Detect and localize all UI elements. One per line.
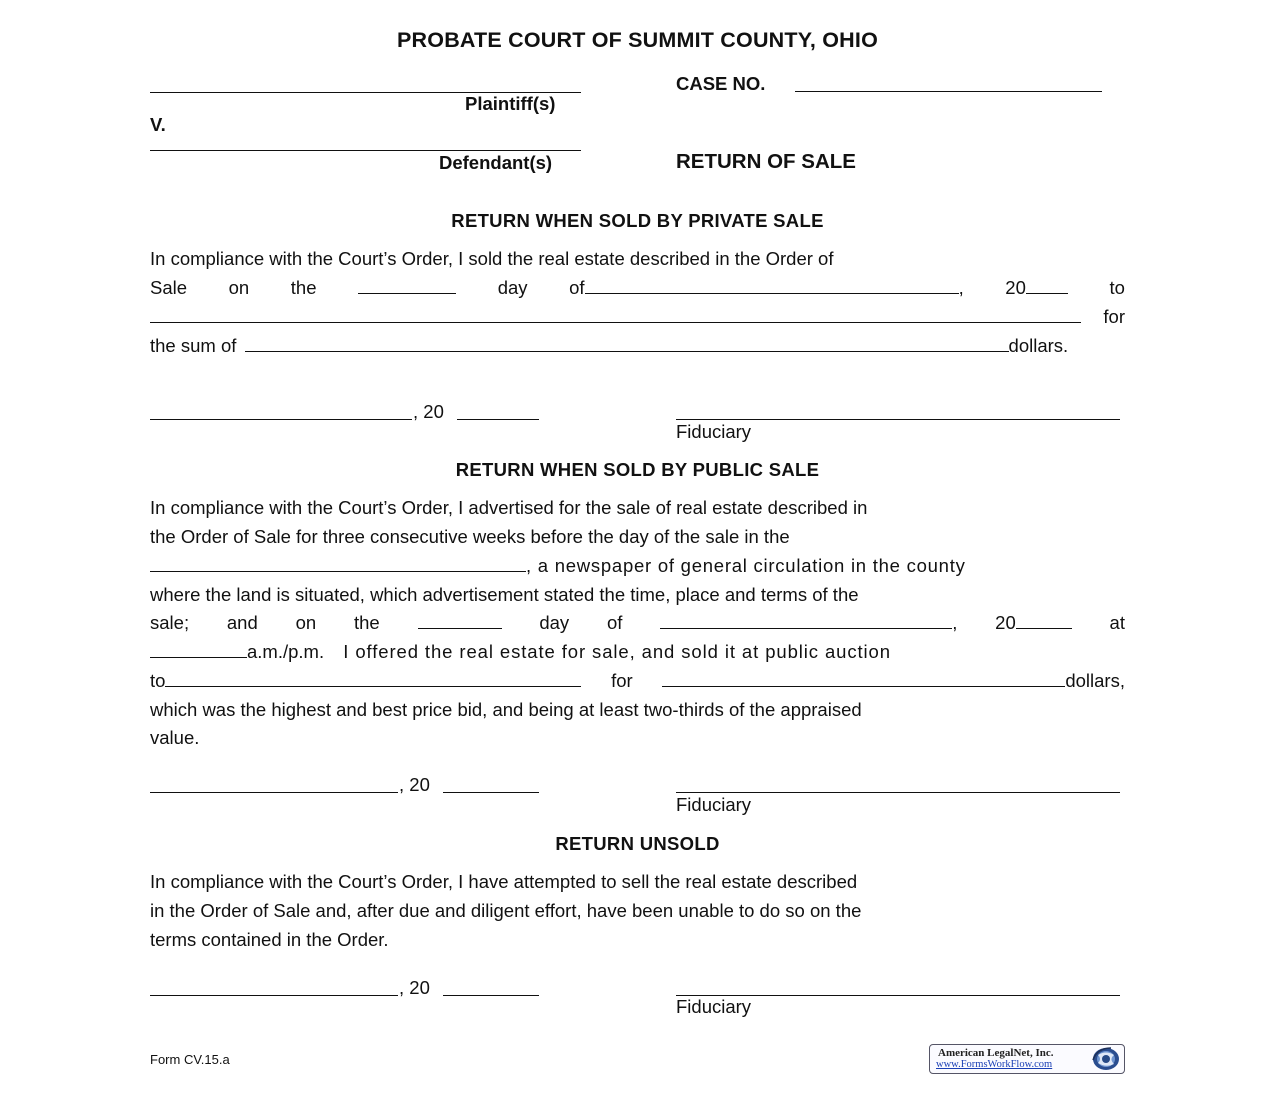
sale-month-blank[interactable] — [585, 276, 959, 294]
public-sale-line-8 — [150, 695, 1125, 724]
unsold-line-3-text: terms contained in the Order. — [150, 929, 389, 950]
public-sale-day-blank[interactable] — [418, 611, 502, 629]
word-sale: Sale — [150, 277, 188, 298]
public-sale-heading: RETURN WHEN SOLD BY PUBLIC SALE — [455, 459, 820, 480]
public-sale-line-4 — [150, 580, 1125, 609]
public-fiduciary-signature-line[interactable] — [676, 792, 1120, 793]
word-the: the — [353, 612, 380, 633]
public-date-year-prefix: , 20 — [399, 774, 430, 795]
public-sale-line-2-text: the Order of Sale for three consecutive weeks before the day of the sale in the — [150, 526, 790, 547]
public-sale-line-6 — [150, 637, 1125, 666]
private-sale-line-1 — [150, 244, 1125, 273]
private-sale-line-2 — [150, 273, 1125, 302]
word-and: and — [226, 612, 258, 633]
word-to: to — [1109, 277, 1125, 298]
public-sale-year-blank[interactable] — [1016, 611, 1072, 629]
case-no-line[interactable] — [795, 91, 1102, 92]
word-dollars: dollars, — [1065, 670, 1125, 691]
american-legalnet-logo[interactable] — [929, 1044, 1125, 1074]
word-sum-of: the sum of — [150, 335, 237, 356]
public-sale-line-2 — [150, 522, 1125, 551]
public-date-year-line[interactable] — [443, 792, 539, 793]
private-fiduciary-label: Fiduciary — [676, 421, 752, 442]
public-sale-line-9-text: value. — [150, 727, 200, 748]
word-at: at — [1109, 612, 1125, 633]
word-on: on — [228, 277, 250, 298]
public-sale-line-1 — [150, 493, 1125, 522]
public-sale-line-3 — [150, 551, 1125, 580]
public-sale-line-7 — [150, 666, 1125, 695]
plaintiff-label: Plaintiff(s) — [465, 93, 556, 114]
word-for: for — [1103, 306, 1125, 327]
public-sale-line-3-text: , a newspaper of general circulation in the county — [526, 555, 966, 576]
unsold-line-2 — [150, 896, 1125, 925]
word-of: of — [569, 277, 585, 298]
sale-amount-blank[interactable] — [245, 334, 1009, 352]
versus-label: V. — [150, 114, 166, 135]
word-dollars: dollars. — [1008, 335, 1069, 356]
public-sale-line-5 — [150, 608, 1125, 637]
defendant-label: Defendant(s) — [439, 152, 553, 173]
public-sale-amount-blank[interactable] — [662, 669, 1065, 687]
sale-day-blank[interactable] — [358, 276, 456, 294]
public-sale-line-4-text: where the land is situated, which advertisement stated the time, place and terms of the — [150, 584, 859, 605]
unsold-date-line[interactable] — [150, 995, 398, 996]
word-to: to — [150, 670, 166, 691]
defendant-name-line[interactable] — [150, 150, 581, 151]
globe-icon — [1089, 1046, 1121, 1072]
public-sale-time-blank[interactable] — [150, 640, 247, 658]
public-sale-line-9 — [150, 723, 1125, 752]
word-sale: sale; — [150, 612, 190, 633]
year-prefix: 20 — [995, 612, 1016, 633]
unsold-line-1-text: In compliance with the Court’s Order, I have attempted to sell the real estate described — [150, 871, 858, 892]
word-of: of — [606, 612, 623, 633]
word-the: the — [290, 277, 317, 298]
unsold-line-3 — [150, 925, 1125, 954]
word-ampm: a.m./p.m. — [247, 641, 325, 662]
case-no-label: CASE NO. — [676, 73, 766, 94]
logo-company-name: American LegalNet, Inc. — [938, 1047, 1054, 1059]
form-id: Form CV.15.a — [150, 1052, 230, 1067]
purchaser-name-blank[interactable] — [165, 669, 581, 687]
private-fiduciary-signature-line[interactable] — [676, 419, 1120, 420]
court-title: PROBATE COURT OF SUMMIT COUNTY, OHIO — [397, 28, 878, 52]
word-on: on — [295, 612, 317, 633]
public-sale-line-8-text: which was the highest and best price bid, and being at least two-thirds of the appraised — [150, 699, 862, 720]
public-date-line[interactable] — [150, 792, 398, 793]
public-sale-line-1-text: In compliance with the Court’s Order, I advertised for the sale of real estate described in — [150, 497, 868, 518]
private-sale-line-3 — [150, 302, 1125, 331]
unsold-date-year-line[interactable] — [443, 995, 539, 996]
private-date-year-line[interactable] — [457, 419, 539, 420]
sale-year-blank[interactable] — [1026, 276, 1068, 294]
unsold-heading: RETURN UNSOLD — [555, 833, 720, 854]
unsold-date-year-prefix: , 20 — [399, 977, 430, 998]
private-sale-line-4 — [150, 331, 1125, 360]
private-date-line[interactable] — [150, 419, 412, 420]
year-prefix: 20 — [1005, 277, 1026, 298]
logo-url-link[interactable]: www.FormsWorkFlow.com — [936, 1059, 1053, 1070]
word-day: day — [497, 277, 528, 298]
unsold-line-1 — [150, 867, 1125, 896]
unsold-fiduciary-label: Fiduciary — [676, 996, 752, 1017]
comma: , — [958, 277, 964, 298]
comma: , — [952, 612, 958, 633]
public-sale-line-6-text: I offered the real estate for sale, and sold it at public auction — [343, 641, 891, 662]
newspaper-name-blank[interactable] — [150, 554, 526, 572]
public-fiduciary-label: Fiduciary — [676, 794, 752, 815]
buyer-name-blank[interactable] — [150, 305, 1081, 323]
private-sale-heading: RETURN WHEN SOLD BY PRIVATE SALE — [451, 210, 824, 231]
word-day: day — [539, 612, 570, 633]
form-title: RETURN OF SALE — [676, 150, 856, 173]
unsold-line-2-text: in the Order of Sale and, after due and diligent effort, have been unable to do so on the — [150, 900, 862, 921]
private-date-year-prefix: , 20 — [413, 401, 444, 422]
public-sale-month-blank[interactable] — [660, 611, 952, 629]
word-for: for — [611, 670, 633, 691]
private-sale-line-1-text: In compliance with the Court’s Order, I sold the real estate described in the Order of — [150, 248, 834, 269]
